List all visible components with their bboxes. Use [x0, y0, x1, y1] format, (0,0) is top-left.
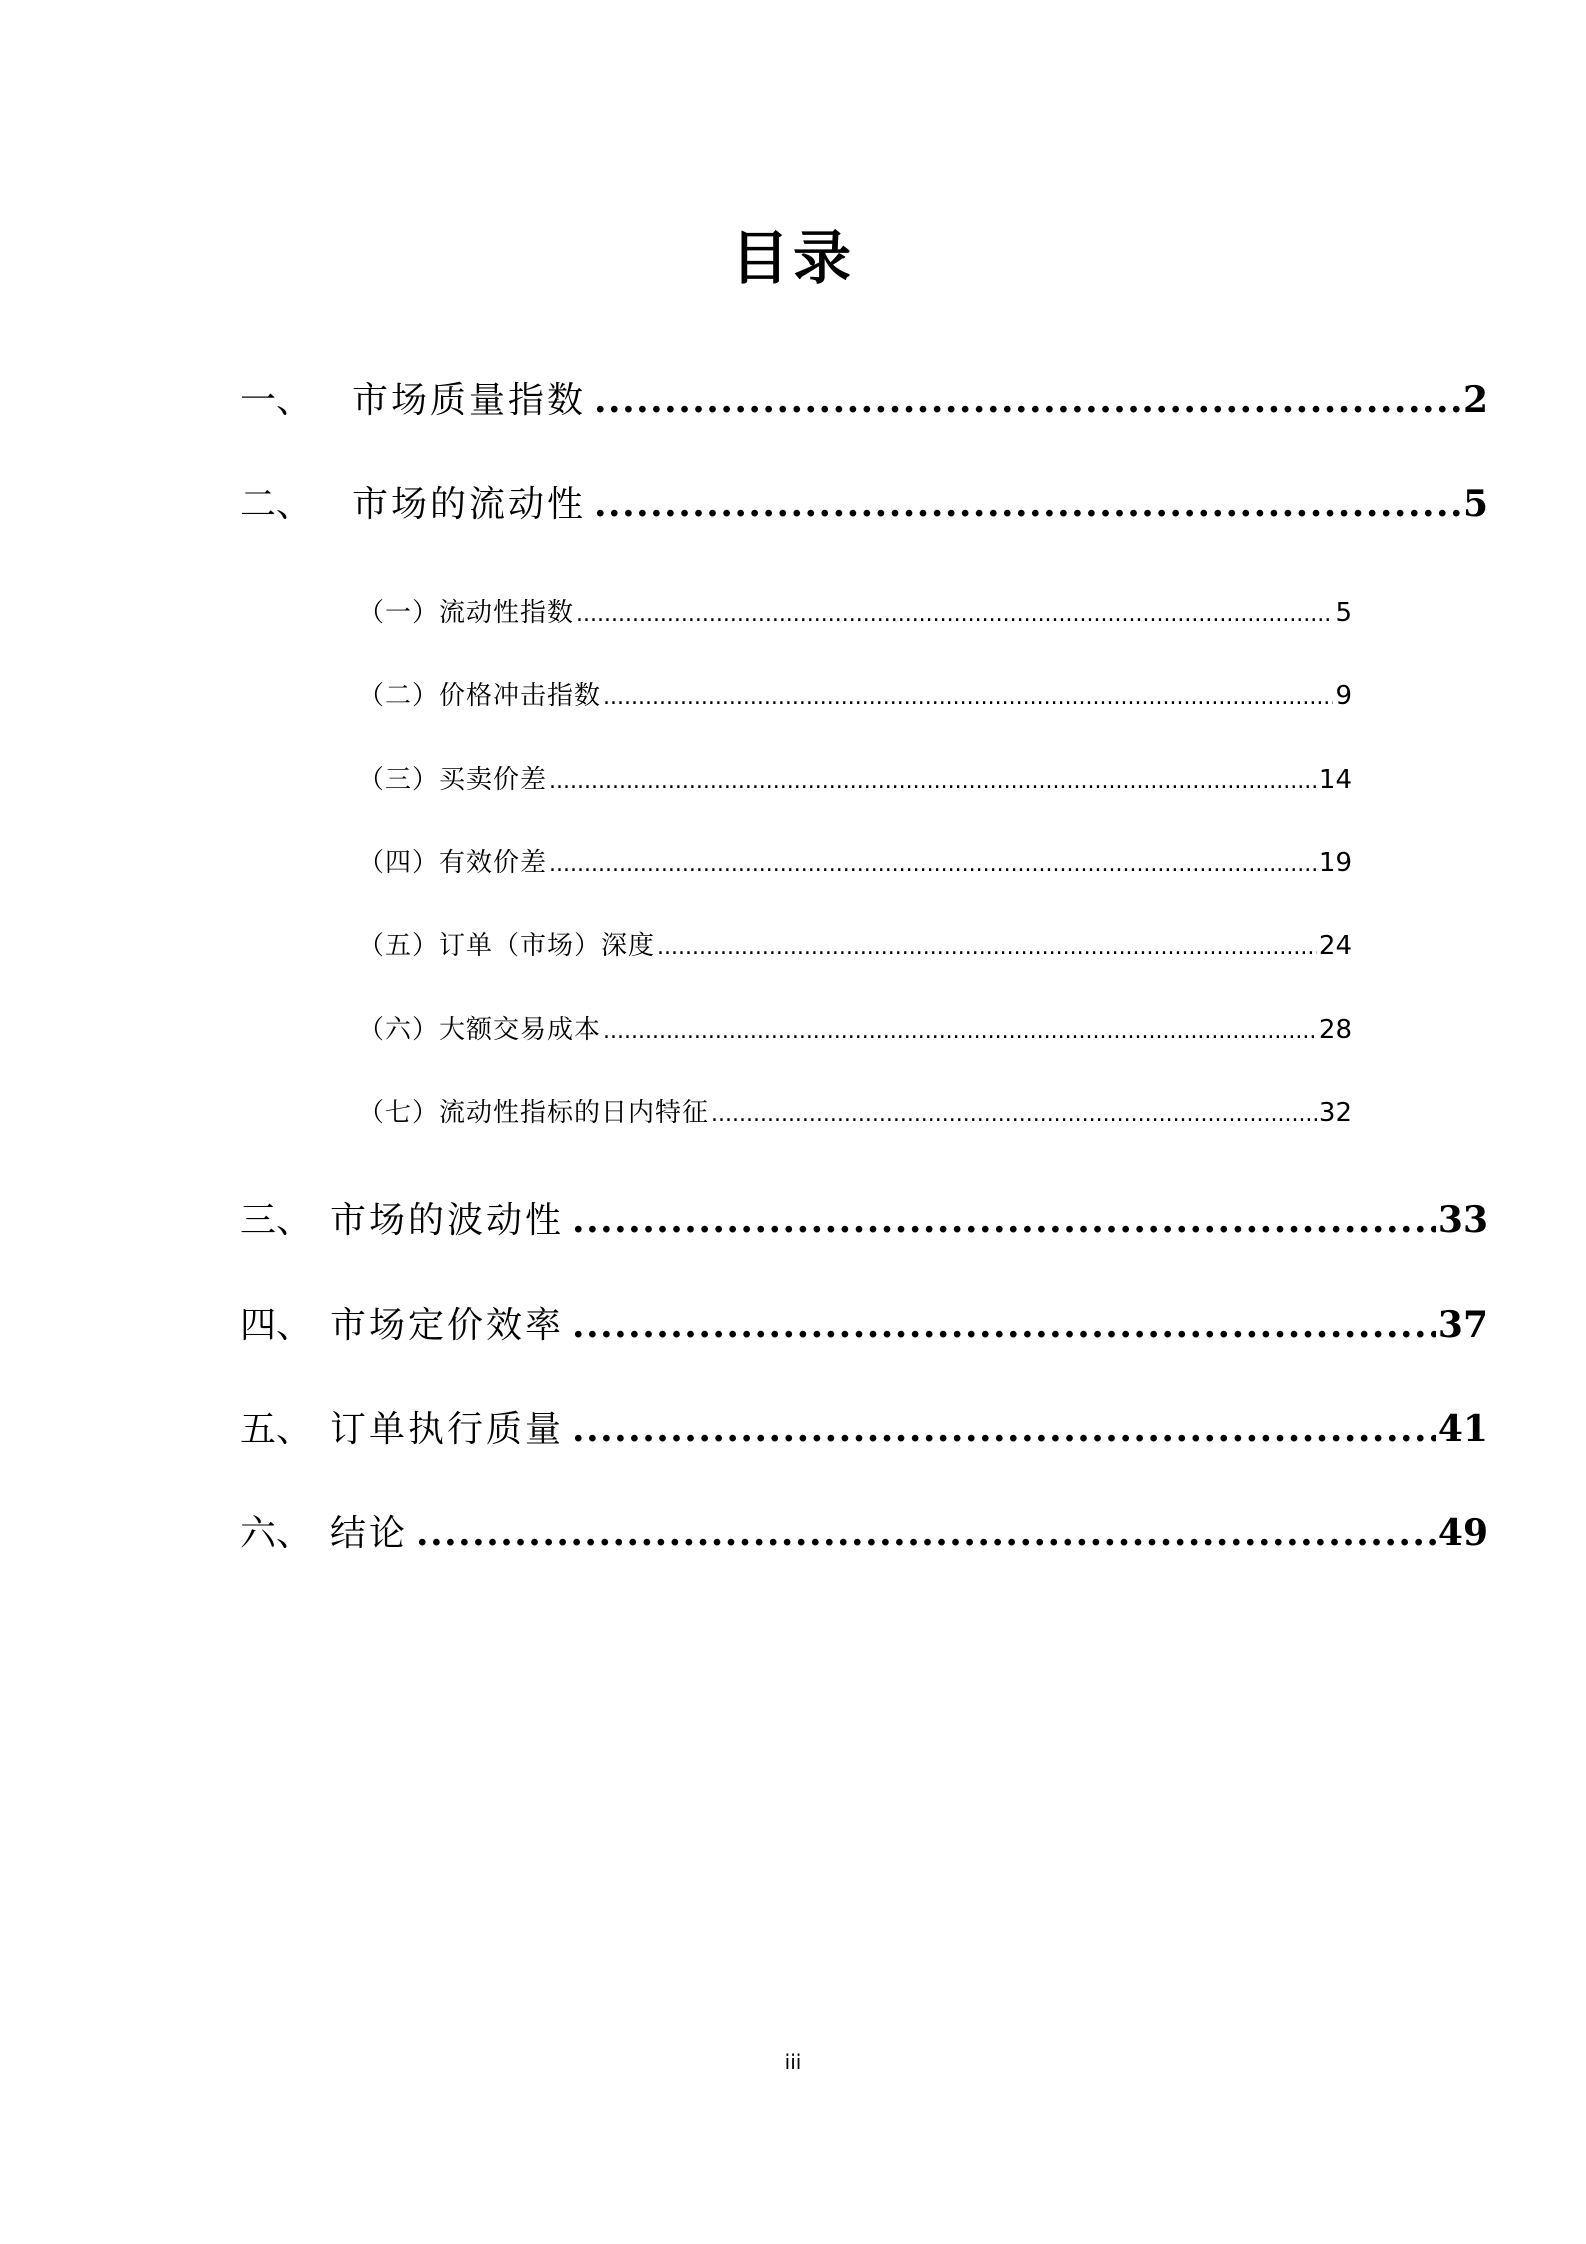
toc-page-number: 32: [1318, 1098, 1352, 1128]
dot-leader: [572, 1295, 1436, 1355]
toc-section-number: 六、: [240, 1513, 313, 1554]
toc-entry-subsection-6[interactable]: [358, 1010, 1352, 1050]
toc-subsection-title: （四）有效价差: [358, 848, 548, 878]
toc-subsection-title: （一）流动性指数: [358, 598, 575, 628]
toc-section-number: 一、: [240, 380, 313, 421]
toc-entry-section-3[interactable]: [240, 1190, 1488, 1250]
toc-entry-section-4[interactable]: [240, 1295, 1488, 1355]
toc-section-number: 二、: [240, 484, 313, 525]
toc-page-number: 33: [1437, 1199, 1488, 1241]
toc-subsection-title: （六）大额交易成本: [358, 1015, 602, 1045]
toc-entry-section-2[interactable]: [240, 474, 1488, 534]
toc-section-title: 结论: [330, 1513, 409, 1554]
toc-entry-subsection-7[interactable]: [358, 1093, 1352, 1133]
dot-leader: [572, 1190, 1436, 1250]
toc-page-number: 28: [1318, 1015, 1352, 1045]
dot-leader: [594, 370, 1461, 430]
toc-entry-subsection-3[interactable]: [358, 760, 1352, 800]
toc-section-title: 订单执行质量: [330, 1409, 565, 1450]
toc-section-title: 市场的波动性: [330, 1200, 565, 1241]
toc-section-number: 五、: [240, 1409, 313, 1450]
toc-entry-subsection-4[interactable]: [358, 843, 1352, 883]
dot-leader: [576, 595, 1333, 635]
toc-page-number: 49: [1437, 1512, 1488, 1554]
toc-page-number: 14: [1318, 765, 1352, 795]
toc-section-title: 市场定价效率: [330, 1305, 565, 1346]
toc-page-number: 2: [1462, 379, 1488, 421]
toc-page-number: 5: [1335, 598, 1352, 628]
toc-entry-subsection-1[interactable]: [358, 593, 1352, 633]
toc-page-number: 37: [1437, 1304, 1488, 1346]
toc-page-number: 24: [1318, 931, 1352, 961]
dot-leader: [549, 845, 1317, 885]
dot-leader: [603, 678, 1333, 718]
page-title: 目录: [730, 224, 855, 292]
dot-leader: [416, 1503, 1436, 1563]
dot-leader: [572, 1399, 1436, 1459]
toc-page-number: 41: [1437, 1408, 1488, 1450]
toc-subsection-title: （三）买卖价差: [358, 765, 548, 795]
toc-section-title: 市场质量指数: [352, 380, 587, 421]
dot-leader: [549, 762, 1317, 802]
toc-subsection-title: （七）流动性指标的日内特征: [358, 1098, 710, 1128]
dot-leader: [657, 928, 1317, 968]
toc-entry-section-5[interactable]: [240, 1399, 1488, 1459]
toc-subsection-title: （二）价格冲击指数: [358, 681, 602, 711]
dot-leader: [594, 474, 1461, 534]
toc-section-number: 四、: [240, 1305, 313, 1346]
dot-leader: [711, 1095, 1317, 1135]
toc-page-number: 9: [1335, 681, 1352, 711]
toc-entry-subsection-2[interactable]: [358, 676, 1352, 716]
page-footer-number: iii: [784, 2050, 802, 2074]
toc-section-number: 三、: [240, 1200, 313, 1241]
toc-entry-section-6[interactable]: [240, 1503, 1488, 1563]
toc-entry-section-1[interactable]: [240, 370, 1488, 430]
dot-leader: [603, 1012, 1317, 1052]
toc-subsection-title: （五）订单（市场）深度: [358, 931, 656, 961]
toc-page-number: 19: [1318, 848, 1352, 878]
toc-page-number: 5: [1462, 483, 1488, 525]
toc-section-title: 市场的流动性: [352, 484, 587, 525]
toc-entry-subsection-5[interactable]: [358, 926, 1352, 966]
